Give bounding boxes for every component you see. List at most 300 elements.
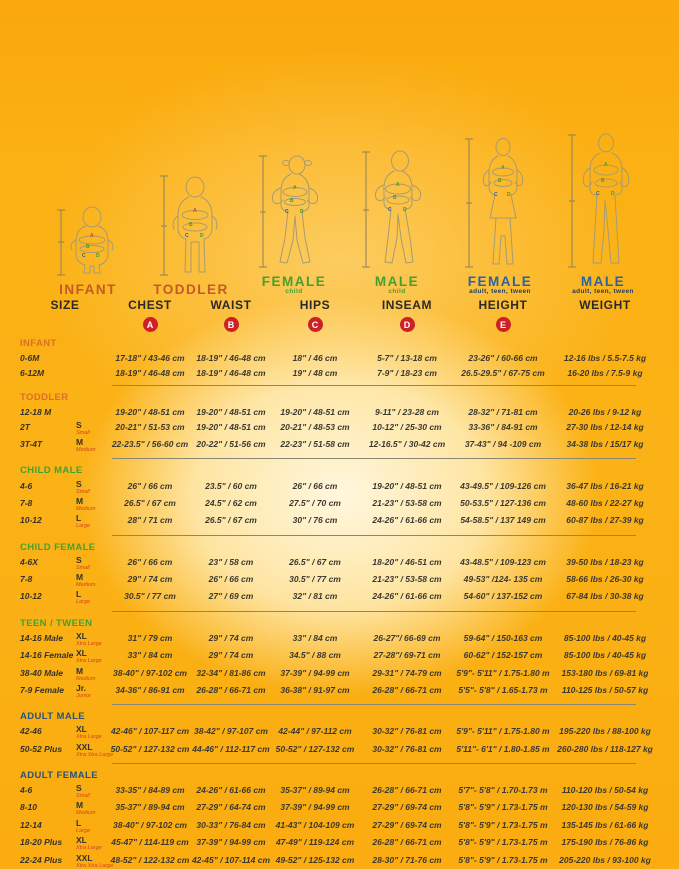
hips-value: 19-20" / 48-51 cm [280,406,350,417]
marker-d: D [200,233,204,239]
size-label: 8-10 [20,802,38,813]
waist-value: 27-29" / 64-74 cm [196,802,266,813]
hips-value: 49-52" / 125-132 cm [275,854,355,865]
waist-value: 30-33" / 76-84 cm [196,819,266,830]
inseam-value: 26-28" / 66-71 cm [372,837,442,848]
fit-sublabel: Medium [76,675,96,682]
fit-letter: M [76,495,84,506]
hips-value: 37-39" / 94-99 cm [280,667,350,678]
waist-value: 18-19" / 46-48 cm [196,353,266,364]
marker-d: D [403,207,407,213]
chest-value: 30.5" / 77 cm [124,591,176,602]
weight-value: 85-100 lbs / 40-45 kg [563,632,647,643]
height-measure-line [568,135,576,267]
chest-value: 34-36" / 86-91 cm [115,684,185,695]
fit-sublabel: Xtra Large [76,734,102,741]
fit-sublabel: Medium [76,447,96,454]
inseam-value: 19-20" / 48-51 cm [372,480,442,491]
fit-sublabel: Xtra Large [76,640,102,647]
height-value: 5'7"- 5'8" / 1.70-1.73 m [458,785,548,796]
section-rows [20,631,660,701]
column-header-chest: CHEST [128,298,172,312]
weight-value: 60-87 lbs / 27-39 kg [566,515,644,526]
chest-value: 26.5" / 67 cm [124,497,176,508]
marker-d: D [96,253,100,259]
fit-label [76,480,110,495]
figure-row [38,148,653,296]
inseam-value: 24-26" / 61-66 cm [372,591,442,602]
figure-label: TODDLER [153,282,229,297]
hips-value: 27.5" / 70 cm [289,497,341,508]
weight-value: 195-220 lbs / 88-100 kg [559,726,651,737]
figure-label: MALE [580,274,626,289]
marker-c: C [596,191,600,197]
fit-letter: Jr. [76,682,86,693]
inseam-value: 21-23" / 53-58 cm [372,497,442,508]
marker-d: D [611,191,615,197]
fit-label [76,590,110,605]
measure-badge-e: E [496,317,511,332]
figure-female-adult [450,136,550,296]
waist-value: 38-42" / 97-107 cm [194,726,268,737]
fit-sublabel: Large [76,827,91,834]
size-label: 7-8 [20,574,33,585]
weight-value: 85-100 lbs / 40-45 kg [563,650,647,661]
weight-value: 67-84 lbs / 30-38 kg [566,591,644,602]
weight-value: 153-180 lbs / 69-81 kg [561,667,649,678]
waist-value: 29" / 74 cm [208,650,254,661]
height-value: 54-60" / 137-152 cm [463,591,543,602]
size-section [20,465,660,535]
fit-label [76,801,110,816]
size-section [20,770,660,869]
marker-b: B [189,222,193,228]
height-value: 5'8"- 5'9" / 1.73-1.75 m [458,802,548,813]
table-row [20,572,660,589]
chest-value: 48-52" / 122-132 cm [110,854,190,865]
waist-value: 26.5" / 67 cm [205,515,257,526]
figure-infant [38,190,138,296]
section-rows [20,405,660,455]
table-row [20,835,660,852]
fit-label [76,649,110,664]
table-row [20,405,660,420]
inseam-value: 26-27"/ 66-69 cm [373,632,441,643]
fit-label [76,784,110,799]
size-table [20,298,660,869]
height-value: 5'8"- 5'9" / 1.73-1.75 m [458,837,548,848]
table-row [20,852,660,869]
size-label: 7-9 Female [20,684,64,695]
waist-value: 24-26" / 61-66 cm [196,785,266,796]
fit-sublabel: Xtra Large [76,845,102,852]
fit-letter: S [76,419,82,430]
weight-value: 12-16 lbs / 5.5-7.5 kg [563,353,647,364]
marker-b: B [601,178,605,184]
marker-b: B [498,178,502,184]
inseam-value: 5-7" / 13-18 cm [377,353,437,364]
weight-value: 16-20 lbs / 7.5-9 kg [567,368,643,379]
figure-male-child [347,148,447,296]
height-measure-line [160,176,168,275]
fit-letter: L [76,589,82,600]
fit-label [76,573,110,588]
table-row [20,478,660,495]
fit-label [76,836,110,851]
height-value: 5'5"- 5'8" / 1.65-1.73 m [458,684,548,695]
fit-letter: M [76,437,84,448]
section-rows [20,783,660,869]
fit-letter: S [76,478,82,489]
chest-value: 26" / 66 cm [127,556,173,567]
waist-value: 37-39" / 94-99 cm [196,837,266,848]
column-header-weight: WEIGHT [579,298,631,312]
height-value: 50-53.5" / 127-136 cm [460,497,546,508]
table-row [20,555,660,572]
height-value: 60-62" / 152-157 cm [463,650,543,661]
figure-sublabel: child [388,288,406,295]
inseam-value: 26-28" / 66-71 cm [372,684,442,695]
chest-value: 17-18" / 43-46 cm [115,353,185,364]
marker-a: A [501,165,505,171]
measure-badge-c: C [308,317,323,332]
chest-value: 26" / 66 cm [127,480,173,491]
size-section [20,618,660,706]
fit-label [76,819,110,834]
table-row [20,631,660,648]
table-row [20,437,660,454]
fit-label [76,438,110,453]
size-label: 38-40 Male [20,667,63,678]
table-row [20,589,660,606]
size-section [20,542,660,612]
table-sections [20,338,660,869]
section-rows [20,351,660,381]
weight-value: 39-50 lbs / 18-23 kg [566,556,644,567]
figure-female-child [244,152,344,296]
size-label: 10-12 [20,515,42,526]
hips-value: 32" / 81 cm [292,591,338,602]
waist-value: 23.5" / 60 cm [205,480,257,491]
weight-value: 36-47 lbs / 16-21 kg [566,480,644,491]
weight-value: 58-66 lbs / 26-30 kg [566,574,644,585]
size-label: 50-52 Plus [20,743,63,754]
height-value: 5'8"- 5'9" / 1.73-1.75 m [458,854,548,865]
hips-value: 26" / 66 cm [292,480,338,491]
fit-sublabel: Medium [76,810,96,817]
table-row [20,366,660,381]
marker-c: C [494,192,498,198]
chest-value: 18-19" / 46-48 cm [115,368,185,379]
fit-letter: XL [76,835,87,846]
marker-c: C [388,207,392,213]
chest-value: 22-23.5" / 56-60 cm [111,439,189,450]
waist-value: 19-20" / 48-51 cm [196,421,266,432]
marker-a: A [396,182,400,188]
fit-label [76,725,110,740]
figure-label: FEMALE [261,274,327,289]
marker-d: D [300,209,304,215]
fit-label [76,556,110,571]
waist-value: 26" / 66 cm [208,574,254,585]
figure-label: MALE [374,274,420,289]
weight-value: 110-125 lbs / 50-57 kg [561,684,649,695]
size-section [20,711,660,764]
waist-value: 29" / 74 cm [208,632,254,643]
hips-value: 18" / 46 cm [292,353,338,364]
inseam-value: 10-12" / 25-30 cm [372,421,442,432]
inseam-value: 29-31" / 74-79 cm [372,667,442,678]
inseam-value: 12-16.5" / 30-42 cm [368,439,446,450]
hips-value: 26.5" / 67 cm [289,556,341,567]
weight-value: 260-280 lbs / 118-127 kg [557,743,653,754]
hips-value: 35-37" / 89-94 cm [280,785,350,796]
size-label: 18-20 Plus [20,837,63,848]
section-rows [20,555,660,607]
size-label: 14-16 Male [20,632,63,643]
fit-sublabel: Small [76,793,90,800]
female-child-figure-icon [257,152,331,272]
fit-letter: M [76,572,84,583]
weight-value: 48-60 lbs / 22-27 kg [566,497,644,508]
marker-c: C [82,253,86,259]
size-label: 4-6 [20,785,33,796]
inseam-value: 28-30" / 71-76 cm [372,854,442,865]
column-header-size: SIZE [50,298,80,312]
inseam-value: 7-9" / 18-23 cm [377,368,437,379]
chest-value: 20-21" / 51-53 cm [115,421,185,432]
size-label: 12-18 M [20,406,52,417]
fit-label [76,497,110,512]
male-child-figure-icon [360,148,434,272]
fit-letter: XXL [76,741,93,752]
weight-value: 135-145 lbs / 61-66 kg [561,819,649,830]
size-label: 4-6 [20,480,33,491]
height-value: 54-58.5" / 137 149 cm [460,515,546,526]
hips-value: 42-44" / 97-112 cm [278,726,352,737]
fit-label [76,514,110,529]
fit-letter: S [76,554,82,565]
size-label: 7-8 [20,497,33,508]
marker-b: B [86,244,90,250]
waist-value: 32-34" / 81-86 cm [196,667,266,678]
table-row [20,683,660,700]
hips-value: 19" / 48 cm [292,368,338,379]
chest-value: 35-37" / 89-94 cm [115,802,185,813]
weight-value: 27-30 lbs / 12-14 kg [566,421,644,432]
weight-value: 175-190 lbs / 76-86 kg [561,837,649,848]
fit-sublabel: Medium [76,505,96,512]
section-title: CHILD FEMALE [20,541,96,553]
height-measure-line [259,156,267,267]
size-label: 2T [20,421,30,432]
fit-label [76,632,110,647]
table-row [20,351,660,366]
height-value: 5'8"- 5'9" / 1.73-1.75 m [458,819,548,830]
male-adult-figure-icon [566,132,640,272]
fit-sublabel: Small [76,488,90,495]
fit-sublabel: Xtra Xtra Large [76,862,114,869]
section-title: ADULT MALE [20,711,86,723]
height-value: 33-36" / 84-91 cm [468,421,538,432]
column-header-waist: WAIST [210,298,252,312]
height-value: 5'9"- 5'11" / 1.75-1.80 m [456,667,550,678]
inseam-value: 9-11" / 23-28 cm [375,406,439,417]
hips-value: 20-21" / 48-53 cm [280,421,350,432]
table-row [20,800,660,817]
inseam-value: 27-28"/ 69-71 cm [373,650,441,661]
waist-value: 42-45" / 107-114 cm [191,854,271,865]
height-value: 37-43" / 94 -109 cm [464,439,542,450]
fit-label [76,852,114,869]
table-row [20,420,660,437]
fit-sublabel: Medium [76,582,96,589]
chest-value: 38-40" / 97-102 cm [113,667,187,678]
fit-letter: M [76,800,84,811]
size-label: 12-14 [20,819,42,830]
table-header-row [20,298,660,312]
inseam-value: 27-29" / 69-74 cm [372,819,442,830]
table-row [20,818,660,835]
hips-value: 50-52" / 127-132 cm [275,743,355,754]
hips-value: 47-49" / 119-124 cm [275,837,355,848]
chest-value: 29" / 74 cm [127,574,173,585]
height-measure-line [362,152,370,267]
hips-value: 33" / 84 cm [292,632,338,643]
marker-a: A [293,185,297,191]
height-value: 5'9"- 5'11" / 1.75-1.80 m [456,726,550,737]
waist-value: 44-46" / 112-117 cm [192,743,270,754]
section-title: INFANT [20,338,57,349]
table-row [20,513,660,530]
fit-letter: XL [76,648,87,659]
size-label: 14-16 Female [20,650,74,661]
weight-value: 110-120 lbs / 50-54 kg [561,785,649,796]
column-header-hips: HIPS [299,298,331,312]
fit-letter: M [76,665,84,676]
fit-label [76,684,110,699]
inseam-value: 27-29" / 69-74 cm [372,802,442,813]
inseam-value: 18-20" / 46-51 cm [372,556,442,567]
fit-letter: S [76,783,82,794]
height-value: 5'11"- 6'1" / 1.80-1.85 m [456,743,550,754]
fit-letter: XXL [76,852,93,863]
section-title: TEEN / TWEEN [20,617,93,629]
hips-value: 30" / 76 cm [292,515,338,526]
figure-sublabel: child [285,288,303,295]
waist-value: 20-22" / 51-56 cm [196,439,266,450]
figure-toddler [141,170,241,296]
chest-value: 28" / 71 cm [127,515,173,526]
inseam-value: 30-32" / 76-81 cm [372,726,442,737]
fit-sublabel: Small [76,564,90,571]
height-value: 43-48.5" / 109-123 cm [460,556,546,567]
section-title: ADULT FEMALE [20,769,98,781]
fit-sublabel: Large [76,523,91,530]
section-rows [20,724,660,759]
column-header-height: HEIGHT [478,298,528,312]
hips-value: 36-38" / 91-97 cm [280,684,350,695]
marker-d: D [507,192,511,198]
section-title: CHILD MALE [20,465,83,477]
marker-c: C [285,209,289,215]
table-row [20,783,660,800]
fit-sublabel: Xtra Large [76,658,102,665]
size-label: 42-46 [20,726,42,737]
height-value: 28-32" / 71-81 cm [468,406,538,417]
marker-a: A [604,162,608,168]
size-label: 0-6M [20,353,40,364]
size-label: 4-6X [20,556,38,567]
size-section [20,392,660,460]
chest-value: 50-52" / 127-132 cm [110,743,190,754]
weight-value: 20-26 lbs / 9-12 kg [568,406,642,417]
weight-value: 120-130 lbs / 54-59 kg [561,802,649,813]
waist-value: 27" / 69 cm [208,591,254,602]
table-row [20,496,660,513]
chest-value: 33" / 84 cm [127,650,173,661]
column-header-inseam: INSEAM [381,298,433,312]
waist-value: 23" / 58 cm [208,556,254,567]
fit-label [76,667,110,682]
size-label: 10-12 [20,591,42,602]
figure-sublabel: adult, teen, tween [572,288,634,295]
hips-value: 37-39" / 94-99 cm [280,802,350,813]
height-value: 49-53" /124- 135 cm [463,574,543,585]
marker-a: A [90,233,94,239]
fit-label [76,421,110,436]
chest-value: 19-20" / 48-51 cm [115,406,185,417]
inseam-value: 24-26" / 61-66 cm [372,515,442,526]
height-value: 23-26" / 60-66 cm [468,353,538,364]
hips-value: 41-43" / 104-109 cm [275,819,355,830]
table-row [20,648,660,665]
figure-sublabel: adult, teen, tween [469,288,531,295]
female-adult-figure-icon [463,136,537,272]
size-label: 3T-4T [20,439,43,450]
hips-value: 22-23" / 51-58 cm [280,439,350,450]
height-value: 43-49.5" / 109-126 cm [460,480,546,491]
inseam-value: 26-28" / 66-71 cm [372,785,442,796]
size-label: 6-12M [20,368,45,379]
weight-value: 34-38 lbs / 15/17 kg [566,439,644,450]
size-label: 22-24 Plus [20,854,63,865]
size-section [20,338,660,386]
fit-letter: XL [76,630,87,641]
chest-value: 38-40" / 97-102 cm [113,819,187,830]
fit-sublabel: Small [76,429,90,436]
hips-value: 30.5" / 77 cm [289,574,341,585]
figure-label: INFANT [59,282,117,297]
measure-badge-b: B [224,317,239,332]
inseam-value: 30-32" / 76-81 cm [372,743,442,754]
fit-sublabel: Large [76,599,91,606]
infant-figure-icon [55,190,121,280]
measure-badge-d: D [400,317,415,332]
marker-c: C [185,233,189,239]
inseam-value: 21-23" / 53-58 cm [372,574,442,585]
fit-letter: XL [76,724,87,735]
measure-badge-row [20,317,660,332]
waist-value: 26-28" / 66-71 cm [196,684,266,695]
height-measure-line [465,139,473,267]
waist-value: 24.5" / 62 cm [205,497,257,508]
toddler-figure-icon [158,170,224,280]
fit-sublabel: Junior [76,692,91,699]
chest-value: 33-35" / 84-89 cm [115,785,185,796]
height-measure-line [57,210,65,275]
table-row [20,724,660,741]
